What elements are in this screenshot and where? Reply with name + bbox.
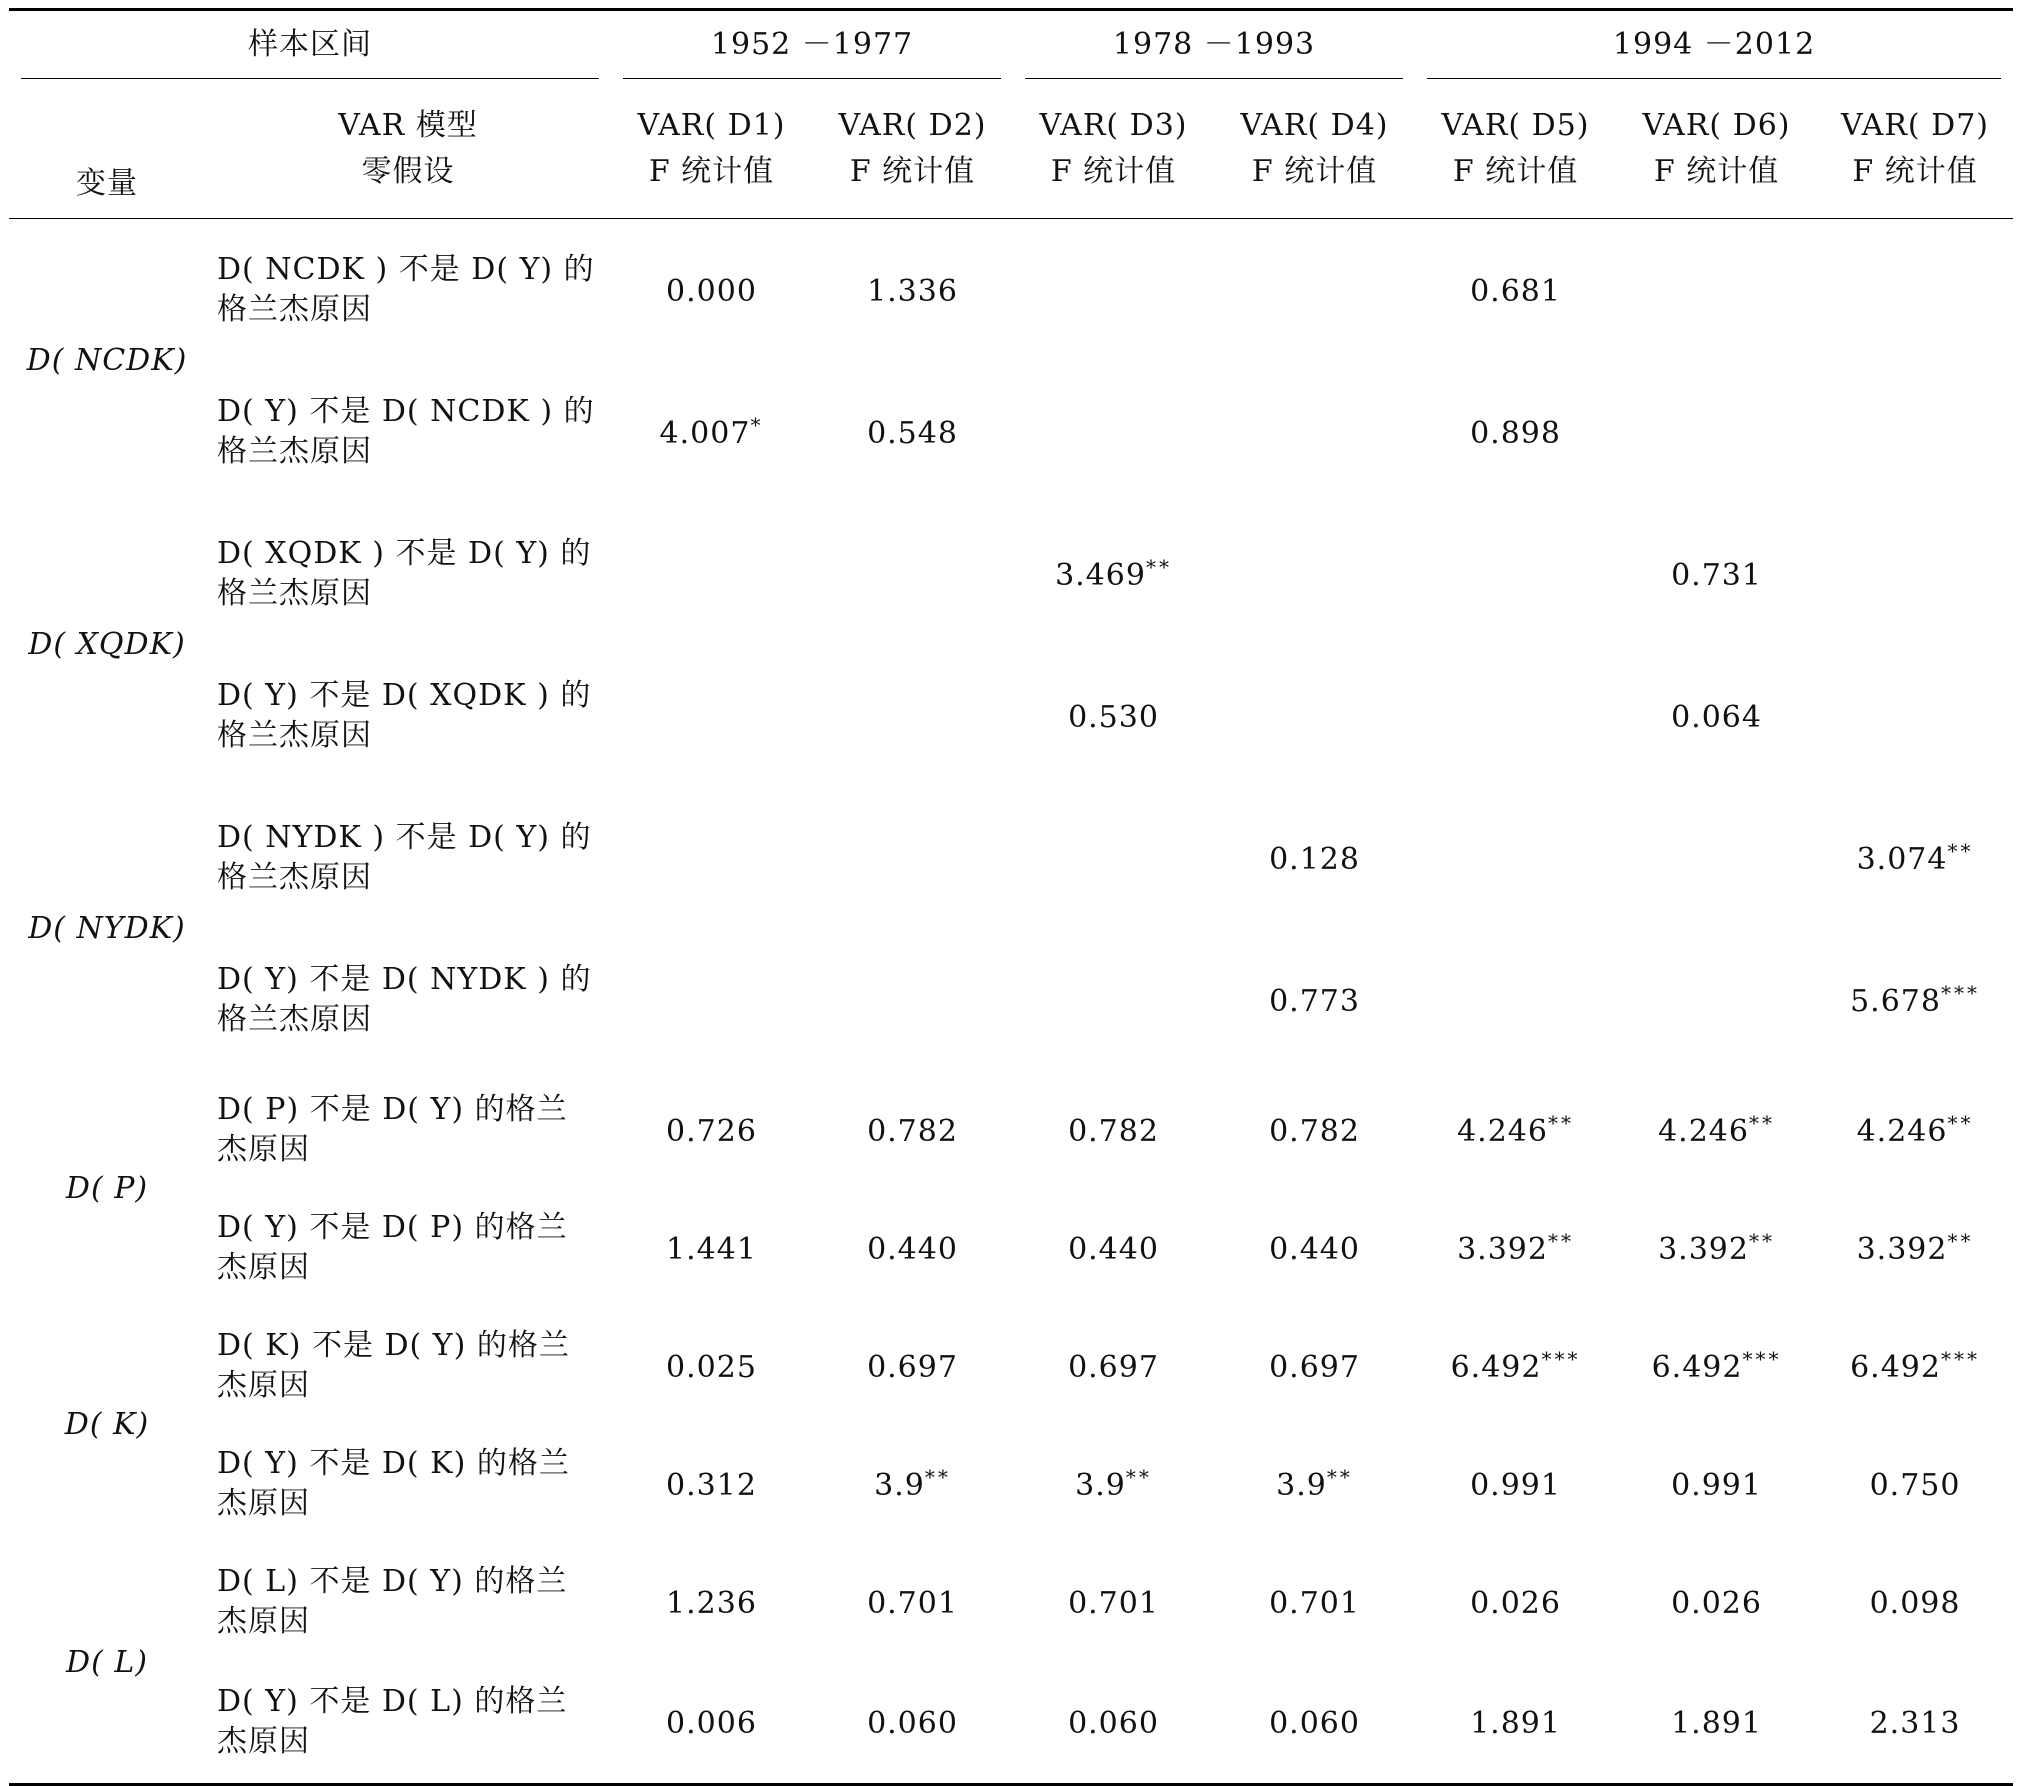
null-hypothesis-cell bbox=[205, 1425, 611, 1543]
f-stat-value: 0.898 bbox=[1470, 415, 1561, 451]
f-stat-cell bbox=[1214, 1425, 1415, 1543]
hypothesis-line-1: D( Y) 不是 D( L) 的格兰 bbox=[217, 1683, 568, 1719]
f-stat-value: 0.731 bbox=[1671, 557, 1762, 593]
f-stat-value: 3.9 bbox=[1075, 1467, 1126, 1503]
f-stat-cell bbox=[1214, 1543, 1415, 1661]
variable-cell: D( NCDK) bbox=[26, 343, 188, 379]
table-row bbox=[9, 1189, 2013, 1307]
f-stat-cell bbox=[812, 929, 1013, 1071]
f-stat-cell bbox=[1817, 1071, 2013, 1189]
f-stat-value: 6.492 bbox=[1450, 1349, 1542, 1385]
f-stat-cell bbox=[1817, 1661, 2013, 1785]
f-stat-cell bbox=[1013, 645, 1214, 787]
f-stat-cell bbox=[1616, 1543, 1817, 1661]
f-stat-value: 0.060 bbox=[1269, 1705, 1360, 1741]
f-stat-cell bbox=[1616, 503, 1817, 645]
hypothesis-line-2: 杰原因 bbox=[217, 1485, 310, 1521]
granger-causality-table bbox=[9, 8, 2013, 1786]
hypothesis-line-1: D( Y) 不是 D( XQDK ) 的 bbox=[217, 677, 592, 713]
null-hypothesis-cell bbox=[205, 1189, 611, 1307]
f-stat-value: 1.891 bbox=[1671, 1705, 1762, 1741]
hypothesis-line-2: 格兰杰原因 bbox=[217, 575, 372, 611]
hypothesis-line-2: 格兰杰原因 bbox=[217, 859, 372, 895]
f-stat-value: 2.313 bbox=[1869, 1705, 1961, 1741]
significance-stars: * bbox=[750, 412, 764, 437]
f-stat-cell bbox=[1817, 503, 2013, 645]
f-stat-cell bbox=[1817, 1189, 2013, 1307]
f-stat-cell bbox=[611, 503, 812, 645]
hypothesis-line-1: D( Y) 不是 D( P) 的格兰 bbox=[217, 1209, 568, 1245]
f-stat-cell bbox=[1214, 645, 1415, 787]
f-stat-cell bbox=[812, 1189, 1013, 1307]
f-stat-cell bbox=[812, 361, 1013, 503]
f-stat-value: 3.392 bbox=[1856, 1231, 1948, 1267]
table-row bbox=[9, 1425, 2013, 1543]
f-stat-cell bbox=[1214, 1307, 1415, 1425]
f-stat-value: 0.312 bbox=[666, 1467, 757, 1503]
f-stat-value: 0.782 bbox=[1068, 1113, 1159, 1149]
f-stat-value: 0.726 bbox=[666, 1113, 757, 1149]
null-hypothesis-cell bbox=[205, 1307, 611, 1425]
var-model-label: VAR 模型 bbox=[338, 107, 478, 143]
table-row bbox=[9, 645, 2013, 787]
f-stat-cell bbox=[1415, 1661, 1616, 1785]
f-stat-value: 0.128 bbox=[1269, 841, 1360, 877]
null-hypothesis-label: 零假设 bbox=[361, 153, 455, 189]
f-stat-value: 3.9 bbox=[874, 1467, 925, 1503]
f-stat-cell bbox=[611, 1307, 812, 1425]
f-stat-value: 0.000 bbox=[666, 273, 757, 309]
f-stat-cell bbox=[1616, 1661, 1817, 1785]
f-stat-cell bbox=[1616, 1307, 1817, 1425]
f-stat-cell bbox=[611, 1071, 812, 1189]
f-stat-cell bbox=[1013, 929, 1214, 1071]
f-stat-cell bbox=[611, 1543, 812, 1661]
null-hypothesis-cell bbox=[205, 929, 611, 1071]
f-stat-value: 4.246 bbox=[1658, 1113, 1749, 1149]
f-stat-value: 0.440 bbox=[1269, 1231, 1360, 1267]
f-stat-value: 0.026 bbox=[1671, 1585, 1762, 1621]
significance-stars: ** bbox=[1326, 1464, 1353, 1489]
f-stat-cell bbox=[1013, 1661, 1214, 1785]
f-stat-cell bbox=[1817, 1307, 2013, 1425]
f-stat-value: 0.064 bbox=[1671, 699, 1762, 735]
f-stat-cell bbox=[611, 1425, 812, 1543]
period-1994-2012: 1994 －2012 bbox=[1415, 10, 2013, 80]
f-stat-cell bbox=[1214, 503, 1415, 645]
f-stat-value: 0.681 bbox=[1470, 273, 1561, 309]
f-stat-cell bbox=[1817, 645, 2013, 787]
f-stat-cell bbox=[1817, 219, 2013, 361]
f-stat-value: 0.701 bbox=[1269, 1585, 1360, 1621]
f-stat-cell bbox=[1817, 787, 2013, 929]
null-hypothesis-cell bbox=[205, 361, 611, 503]
f-stat-cell bbox=[1013, 1189, 1214, 1307]
f-stat-cell bbox=[611, 1661, 812, 1785]
f-stat-cell bbox=[1415, 1425, 1616, 1543]
significance-stars: *** bbox=[1940, 980, 1980, 1005]
f-stat-value: 0.548 bbox=[867, 415, 958, 451]
model-col-d7: VAR( D7) F 统计值 bbox=[1841, 107, 1990, 189]
f-stat-cell bbox=[1415, 787, 1616, 929]
f-stat-cell bbox=[1013, 1307, 1214, 1425]
f-stat-cell bbox=[1415, 361, 1616, 503]
significance-stars: ** bbox=[1748, 1228, 1775, 1253]
f-stat-cell bbox=[812, 1307, 1013, 1425]
f-stat-value: 3.392 bbox=[1658, 1231, 1749, 1267]
f-stat-cell bbox=[812, 219, 1013, 361]
f-stat-cell bbox=[1013, 1071, 1214, 1189]
significance-stars: ** bbox=[1547, 1110, 1574, 1135]
period-1952-1977: 1952 －1977 bbox=[611, 10, 1013, 80]
f-stat-cell bbox=[1415, 1071, 1616, 1189]
f-stat-value: 0.773 bbox=[1269, 983, 1360, 1019]
hypothesis-line-1: D( Y) 不是 D( NYDK ) 的 bbox=[217, 961, 592, 997]
hypothesis-line-2: 杰原因 bbox=[217, 1723, 310, 1759]
f-stat-value: 3.9 bbox=[1276, 1467, 1327, 1503]
f-stat-cell bbox=[1415, 645, 1616, 787]
f-stat-value: 0.991 bbox=[1470, 1467, 1561, 1503]
f-stat-cell bbox=[1013, 1543, 1214, 1661]
hypothesis-line-1: D( XQDK ) 不是 D( Y) 的 bbox=[217, 535, 592, 571]
f-stat-cell bbox=[812, 1071, 1013, 1189]
f-stat-cell bbox=[1817, 929, 2013, 1071]
f-stat-value: 0.991 bbox=[1671, 1467, 1762, 1503]
f-stat-cell bbox=[1214, 1189, 1415, 1307]
null-hypothesis-cell bbox=[205, 645, 611, 787]
f-stat-value: 0.701 bbox=[867, 1585, 958, 1621]
significance-stars: ** bbox=[924, 1464, 951, 1489]
table-row bbox=[9, 929, 2013, 1071]
f-stat-value: 0.060 bbox=[1068, 1705, 1159, 1741]
f-stat-cell bbox=[1214, 787, 1415, 929]
significance-stars: ** bbox=[1547, 1228, 1574, 1253]
f-stat-cell bbox=[812, 1425, 1013, 1543]
f-stat-cell bbox=[1616, 645, 1817, 787]
model-header-row bbox=[9, 79, 2013, 219]
f-stat-cell bbox=[1013, 219, 1214, 361]
f-stat-cell bbox=[1415, 219, 1616, 361]
variable-cell: D( L) bbox=[66, 1645, 148, 1681]
f-stat-value: 6.492 bbox=[1850, 1349, 1941, 1385]
sample-range-header: 样本区间 bbox=[9, 10, 611, 80]
f-stat-value: 3.392 bbox=[1457, 1231, 1548, 1267]
table-row bbox=[9, 1071, 2013, 1189]
variable-cell: D( XQDK) bbox=[28, 627, 186, 662]
significance-stars: *** bbox=[1742, 1346, 1782, 1371]
significance-stars: *** bbox=[1541, 1346, 1581, 1371]
f-stat-value: 0.697 bbox=[1068, 1349, 1159, 1385]
significance-stars: ** bbox=[1947, 838, 1974, 863]
variable-cell: D( K) bbox=[64, 1407, 150, 1442]
significance-stars: ** bbox=[1748, 1110, 1775, 1135]
f-stat-cell bbox=[1616, 787, 1817, 929]
f-stat-cell bbox=[611, 361, 812, 503]
model-col-d2: VAR( D2) F 统计值 bbox=[838, 107, 987, 189]
variable-cell: D( NYDK) bbox=[28, 911, 186, 946]
f-stat-value: 6.492 bbox=[1651, 1349, 1743, 1385]
f-stat-cell bbox=[1214, 361, 1415, 503]
f-stat-value: 0.750 bbox=[1869, 1467, 1961, 1503]
f-stat-cell bbox=[1013, 361, 1214, 503]
f-stat-cell bbox=[1013, 787, 1214, 929]
hypothesis-line-2: 格兰杰原因 bbox=[217, 291, 372, 327]
f-stat-value: 0.026 bbox=[1470, 1585, 1561, 1621]
hypothesis-line-1: D( Y) 不是 D( NCDK ) 的 bbox=[217, 393, 595, 429]
null-hypothesis-cell bbox=[205, 1543, 611, 1661]
significance-stars: *** bbox=[1940, 1346, 1980, 1371]
f-stat-cell bbox=[1214, 929, 1415, 1071]
f-stat-cell bbox=[1616, 929, 1817, 1071]
f-stat-cell bbox=[1415, 1307, 1616, 1425]
hypothesis-line-1: D( L) 不是 D( Y) 的格兰 bbox=[217, 1563, 568, 1599]
f-stat-cell bbox=[1616, 219, 1817, 361]
granger-table-container bbox=[9, 8, 2013, 1786]
model-col-d1: VAR( D1) F 统计值 bbox=[637, 107, 786, 189]
f-stat-value: 4.246 bbox=[1856, 1113, 1948, 1149]
f-stat-cell bbox=[611, 1189, 812, 1307]
f-stat-cell bbox=[1415, 1189, 1616, 1307]
table-row bbox=[9, 219, 2013, 361]
f-stat-cell bbox=[1214, 1071, 1415, 1189]
hypothesis-line-1: D( Y) 不是 D( K) 的格兰 bbox=[217, 1445, 570, 1481]
hypothesis-line-1: D( NCDK ) 不是 D( Y) 的 bbox=[217, 251, 595, 287]
f-stat-cell bbox=[1214, 1661, 1415, 1785]
null-hypothesis-cell bbox=[205, 219, 611, 361]
table-row bbox=[9, 503, 2013, 645]
model-col-d3: VAR( D3) F 统计值 bbox=[1039, 107, 1188, 189]
null-hypothesis-cell bbox=[205, 503, 611, 645]
hypothesis-line-2: 格兰杰原因 bbox=[217, 1001, 372, 1037]
f-stat-value: 0.006 bbox=[666, 1705, 757, 1741]
f-stat-value: 1.236 bbox=[666, 1585, 757, 1621]
variable-header: 变量 bbox=[76, 166, 138, 201]
f-stat-value: 0.440 bbox=[867, 1231, 958, 1267]
hypothesis-line-2: 杰原因 bbox=[217, 1249, 310, 1285]
model-col-d5: VAR( D5) F 统计值 bbox=[1441, 107, 1590, 189]
hypothesis-line-2: 杰原因 bbox=[217, 1131, 310, 1167]
f-stat-cell bbox=[1616, 361, 1817, 503]
f-stat-cell bbox=[812, 645, 1013, 787]
f-stat-value: 1.441 bbox=[666, 1231, 757, 1267]
model-col-d6: VAR( D6) F 统计值 bbox=[1642, 107, 1791, 189]
hypothesis-line-2: 杰原因 bbox=[217, 1603, 310, 1639]
f-stat-value: 4.246 bbox=[1457, 1113, 1548, 1149]
f-stat-cell bbox=[1616, 1071, 1817, 1189]
null-hypothesis-cell bbox=[205, 1071, 611, 1189]
significance-stars: ** bbox=[1947, 1228, 1974, 1253]
f-stat-cell bbox=[812, 1661, 1013, 1785]
table-row bbox=[9, 787, 2013, 929]
f-stat-value: 1.336 bbox=[867, 273, 958, 309]
f-stat-value: 0.060 bbox=[867, 1705, 958, 1741]
f-stat-cell bbox=[611, 929, 812, 1071]
null-hypothesis-cell bbox=[205, 787, 611, 929]
f-stat-cell bbox=[611, 645, 812, 787]
table-row bbox=[9, 361, 2013, 503]
f-stat-value: 0.098 bbox=[1869, 1585, 1961, 1621]
period-header-row bbox=[9, 10, 2013, 80]
significance-stars: ** bbox=[1125, 1464, 1152, 1489]
f-stat-value: 0.697 bbox=[1269, 1349, 1360, 1385]
hypothesis-line-1: D( K) 不是 D( Y) 的格兰 bbox=[217, 1327, 570, 1363]
f-stat-value: 3.469 bbox=[1055, 557, 1146, 593]
f-stat-value: 0.782 bbox=[1269, 1113, 1360, 1149]
f-stat-cell bbox=[1415, 503, 1616, 645]
f-stat-value: 0.701 bbox=[1068, 1585, 1159, 1621]
f-stat-cell bbox=[1214, 219, 1415, 361]
f-stat-cell bbox=[1817, 1425, 2013, 1543]
table-row bbox=[9, 1307, 2013, 1425]
f-stat-value: 3.074 bbox=[1856, 841, 1948, 877]
hypothesis-line-1: D( P) 不是 D( Y) 的格兰 bbox=[217, 1091, 568, 1127]
f-stat-cell bbox=[1013, 1425, 1214, 1543]
model-null-header bbox=[205, 79, 611, 219]
f-stat-cell bbox=[1817, 361, 2013, 503]
hypothesis-line-2: 格兰杰原因 bbox=[217, 717, 372, 753]
f-stat-value: 0.697 bbox=[867, 1349, 958, 1385]
hypothesis-line-2: 杰原因 bbox=[217, 1367, 310, 1403]
model-col-d4: VAR( D4) F 统计值 bbox=[1240, 107, 1389, 189]
table-row bbox=[9, 1543, 2013, 1661]
significance-stars: ** bbox=[1145, 554, 1172, 579]
f-stat-cell bbox=[812, 1543, 1013, 1661]
table-row bbox=[9, 1661, 2013, 1785]
f-stat-value: 1.891 bbox=[1470, 1705, 1561, 1741]
f-stat-value: 0.440 bbox=[1068, 1231, 1159, 1267]
variable-cell: D( P) bbox=[65, 1171, 149, 1206]
f-stat-cell bbox=[611, 219, 812, 361]
f-stat-value: 0.530 bbox=[1068, 699, 1159, 735]
null-hypothesis-cell bbox=[205, 1661, 611, 1785]
hypothesis-line-2: 格兰杰原因 bbox=[217, 433, 372, 469]
f-stat-cell bbox=[1616, 1425, 1817, 1543]
f-stat-cell bbox=[812, 503, 1013, 645]
period-1978-1993: 1978 －1993 bbox=[1013, 10, 1415, 80]
f-stat-cell bbox=[611, 787, 812, 929]
hypothesis-line-1: D( NYDK ) 不是 D( Y) 的 bbox=[217, 819, 592, 855]
f-stat-value: 0.782 bbox=[867, 1113, 958, 1149]
f-stat-cell bbox=[1817, 1543, 2013, 1661]
f-stat-value: 0.025 bbox=[666, 1349, 757, 1385]
significance-stars: ** bbox=[1947, 1110, 1974, 1135]
f-stat-cell bbox=[1013, 503, 1214, 645]
f-stat-cell bbox=[1415, 1543, 1616, 1661]
f-stat-cell bbox=[1616, 1189, 1817, 1307]
f-stat-value: 5.678 bbox=[1850, 983, 1941, 1019]
f-stat-cell bbox=[812, 787, 1013, 929]
f-stat-value: 4.007 bbox=[659, 415, 751, 451]
f-stat-cell bbox=[1415, 929, 1616, 1071]
